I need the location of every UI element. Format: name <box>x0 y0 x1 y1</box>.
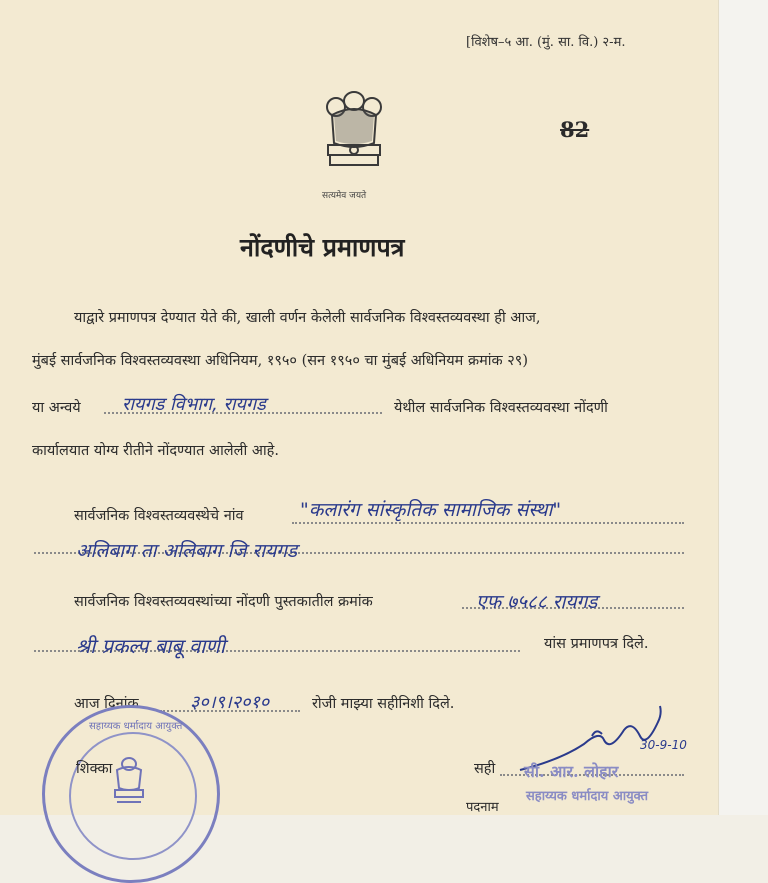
signatory-name-stamp: सी. आर. लोहार <box>524 762 619 781</box>
register-label: सार्वजनिक विश्वस्तव्यवस्थांच्या नोंदणी पुस्तकातील क्रमांक <box>74 594 373 610</box>
holder-suffix: यांस प्रमाणपत्र दिले. <box>544 636 649 652</box>
trust-name-value: "कलारंग सांस्कृतिक सामाजिक संस्था" <box>300 499 562 521</box>
trust-name-label: सार्वजनिक विश्वस्तव्यवस्थेचे नांव <box>74 508 244 524</box>
body-line-4: कार्यालयात योग्य रीतीने नोंदण्यात आलेली आहे. <box>32 443 279 459</box>
holder-name: श्री प्रकल्प बाबू वाणी <box>76 634 226 658</box>
signature-label: सही <box>474 761 496 777</box>
emblem-motto: सत्यमेव जयते <box>322 191 367 201</box>
office-seal <box>42 705 220 883</box>
body-line-2: मुंबई सार्वजनिक विश्वस्तव्यवस्था अधिनियम, १९५० (सन १९५० चा मुंबई अधिनियम क्रमांक २९) <box>32 353 529 369</box>
form-reference: [विशेष–५ आ. (मुं. सा. वि.) २-म. <box>466 35 626 50</box>
body-line-1: याद्वारे प्रमाणपत्र देण्यात येते की, खाली वर्णन केलेली सार्वजनिक विश्वस्तव्यवस्था ही आज, <box>74 310 541 326</box>
seal-emblem-icon <box>109 754 149 810</box>
dotted-line <box>292 522 684 524</box>
designation-label: पदनाम <box>466 800 499 815</box>
certificate-title: नोंदणीचे प्रमाणपत्र <box>240 233 405 262</box>
body-line-3-prefix: या अन्वये <box>32 400 81 416</box>
seal-text: सहाय्यक धर्मादाय आयुक्त <box>89 721 183 732</box>
trust-address-value: अलिबाग ता अलिबाग जि रायगड <box>76 540 298 562</box>
seal-label: शिक्का <box>76 761 113 777</box>
page-number: 82 <box>560 117 590 142</box>
signature-date: 30-9-10 <box>640 738 687 752</box>
date-value: ३०।९।२०१० <box>190 692 270 713</box>
date-suffix: रोजी माझ्या सहीनिशी दिले. <box>312 696 455 712</box>
register-value: एफ ७५८८ रायगड <box>476 591 598 613</box>
page-edge <box>718 0 768 815</box>
national-emblem-icon <box>318 85 390 195</box>
body-line-3-suffix: येथील सार्वजनिक विश्वस्तव्यवस्था नोंदणी <box>394 400 608 416</box>
date-label: आज दिनांक <box>74 696 139 712</box>
office-handwritten: रायगड विभाग, रायगड <box>122 394 266 415</box>
signatory-designation-stamp: सहाय्यक धर्मादाय आयुक्त <box>526 789 649 804</box>
